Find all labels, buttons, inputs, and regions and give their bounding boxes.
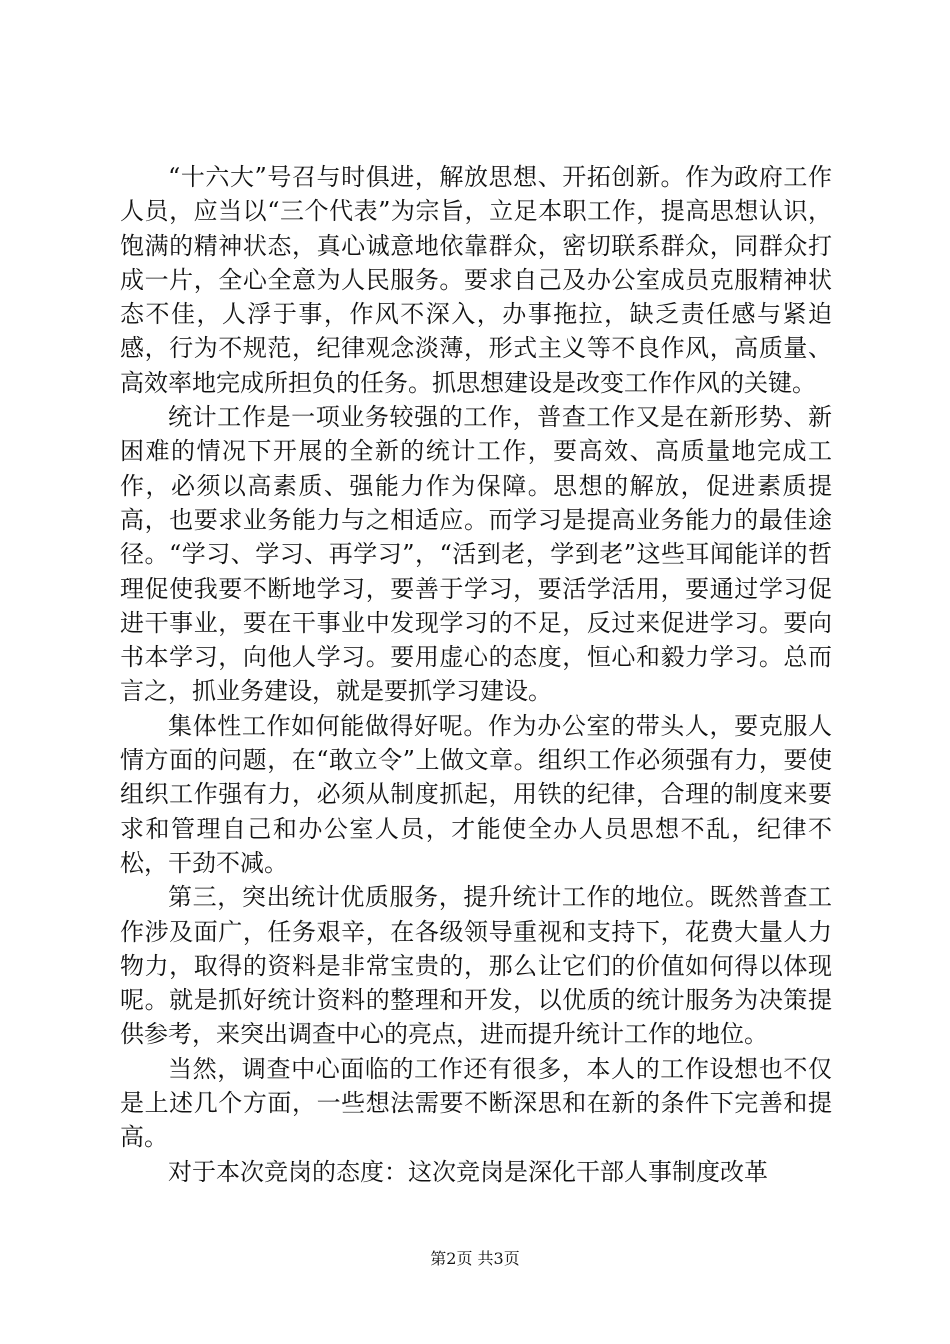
paragraph-6: 对于本次竞岗的态度：这次竞岗是深化干部人事制度改革	[168, 1157, 768, 1186]
page-footer: 第2页 共3页	[430, 1249, 520, 1268]
paragraph-3: 集体性工作如何能做得好呢。作为办公室的带头人，要克服人情方面的问题，在“敢立令”上做文章。组织工作必须强有力，要使组织工作强有力，必须从制度抓起，用铁的纪律，合理的制度来要求和管理自己和办公室人员，才能使全办人员思想不乱，纪律不松，干劲不减。	[120, 711, 832, 877]
document-body	[120, 160, 832, 1189]
paragraph-4: 第三，突出统计优质服务，提升统计工作的地位。既然普查工作涉及面广，任务艰辛，在各级领导重视和支持下，花费大量人力物力，取得的资料是非常宝贵的，那么让它们的价值如何得以体现呢。就是抓好统计资料的整理和开发，以优质的统计服务为决策提供参考，来突出调查中心的亮点，进而提升统计工作的地位。	[120, 883, 832, 1049]
paragraph-1: “十六大”号召与时俱进，解放思想、开拓创新。作为政府工作人员，应当以“三个代表”为宗旨，立足本职工作，提高思想认识，饱满的精神状态，真心诚意地依靠群众，密切联系群众，同群众打成一片，全心全意为人民服务。要求自己及办公室成员克服精神状态不佳，人浮于事，作风不深入，办事拖拉，缺乏责任感与紧迫感，行为不规范，纪律观念淡薄，形式主义等不良作风，高质量、高效率地完成所担负的任务。抓思想建设是改变工作作风的关键。	[120, 163, 832, 397]
paragraph-2: 统计工作是一项业务较强的工作，普查工作又是在新形势、新困难的情况下开展的全新的统计工作，要高效、高质量地完成工作，必须以高素质、强能力作为保障。思想的解放，促进素质提高，也要求业务能力与之相适应。而学习是提高业务能力的最佳途径。“学习、学习、再学习”，“活到老，学到老”这些耳闻能详的哲理促使我要不断地学习，要善于学习，要活学活用，要通过学习促进干事业，要在干事业中发现学习的不足，反过来促进学习。要向书本学习，向他人学习。要用虚心的态度，恒心和毅力学习。总而言之，抓业务建设，就是要抓学习建设。	[120, 403, 832, 706]
paragraph-5: 当然，调查中心面临的工作还有很多，本人的工作设想也不仅是上述几个方面，一些想法需要不断深思和在新的条件下完善和提高。	[120, 1054, 832, 1152]
